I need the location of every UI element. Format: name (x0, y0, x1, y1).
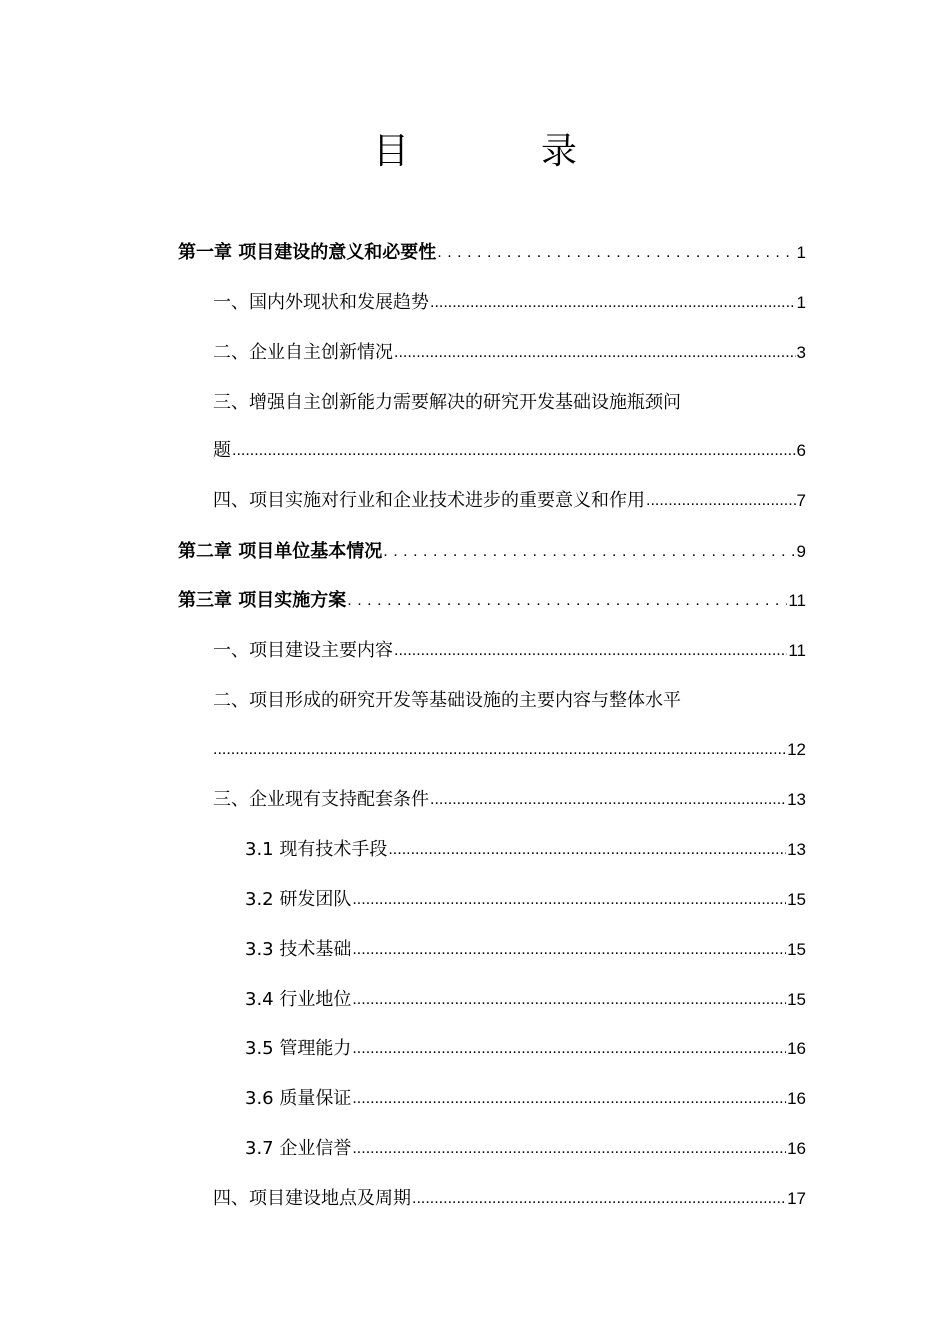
toc-page-number: 3 (796, 343, 806, 362)
toc-entry-label: 3.5 管理能力 (245, 1038, 352, 1059)
toc-entry-label: 第三章 项目实施方案 (178, 590, 347, 611)
dot-leader (430, 290, 796, 316)
dot-leader (213, 737, 786, 763)
toc-page-number: 15 (787, 890, 806, 909)
page-title: 目 录 (372, 131, 625, 172)
toc-entry-label: 三、企业现有支持配套条件 (213, 789, 429, 810)
toc-page-number: 9 (796, 542, 806, 561)
toc-page-number: 15 (787, 940, 806, 959)
dot-leader (352, 1036, 786, 1062)
toc-page-number: 16 (787, 1039, 806, 1058)
toc-page-number: 11 (788, 641, 806, 660)
toc-entry-subsection[interactable] (178, 1132, 806, 1162)
toc-entry-section[interactable] (178, 634, 806, 664)
dot-leader (232, 438, 796, 464)
toc-page-number: 16 (787, 1139, 806, 1158)
toc-page-number: 13 (787, 840, 806, 859)
toc-entry-chapter-3[interactable] (178, 584, 806, 614)
toc-page-number: 16 (787, 1089, 806, 1108)
toc-entry-label: 一、项目建设主要内容 (213, 640, 393, 661)
toc-page-number: 7 (796, 491, 806, 510)
toc-entry-label: 四、项目实施对行业和企业技术进步的重要意义和作用 (213, 490, 645, 511)
dot-leader (430, 787, 786, 813)
dot-leader (412, 1186, 786, 1212)
toc-entry-section[interactable] (178, 1182, 806, 1212)
dot-leader (352, 987, 786, 1013)
toc-page-number: 1 (796, 243, 806, 262)
dot-leader (388, 837, 786, 863)
toc-entry-label: 3.7 企业信誉 (245, 1138, 352, 1159)
toc-entry-section[interactable] (178, 684, 806, 714)
toc-entry-section[interactable] (178, 484, 806, 514)
toc-entry-subsection[interactable] (178, 1032, 806, 1062)
toc-entry-label: 3.6 质量保证 (245, 1088, 352, 1109)
toc-entry-subsection[interactable] (178, 1082, 806, 1112)
dot-leader (394, 638, 787, 664)
toc-page-number: 13 (787, 790, 806, 809)
dot-leader (347, 588, 787, 614)
dot-leader (437, 240, 795, 266)
toc-page-number: 15 (787, 990, 806, 1009)
toc-entry-label: 一、国内外现状和发展趋势 (213, 292, 429, 313)
dot-leader (352, 1086, 786, 1112)
toc-page-number: 12 (787, 740, 806, 759)
dot-leader (383, 539, 795, 565)
toc-entry-label: 第二章 项目单位基本情况 (178, 541, 383, 562)
toc-entry-label: 第一章 项目建设的意义和必要性 (178, 242, 437, 263)
toc-entry-subsection[interactable] (178, 933, 806, 963)
toc-entry-label: 三、增强自主创新能力需要解决的研究开发基础设施瓶颈问 (213, 392, 681, 413)
toc-entry-label: 二、项目形成的研究开发等基础设施的主要内容与整体水平 (213, 690, 681, 711)
toc-page-number: 6 (796, 441, 806, 460)
toc-entry-section[interactable] (178, 386, 806, 416)
toc-entry-section-continued[interactable] (178, 733, 806, 763)
toc-entry-chapter-1[interactable] (178, 236, 806, 266)
toc-entry-label: 题 (213, 440, 231, 461)
toc-entry-subsection[interactable] (178, 833, 806, 863)
toc-entry-label: 3.3 技术基础 (245, 939, 352, 960)
toc-page-number: 1 (796, 293, 806, 312)
toc-entry-section-continued[interactable] (178, 434, 806, 464)
dot-leader (646, 488, 796, 514)
toc-entry-label: 3.1 现有技术手段 (245, 839, 388, 860)
toc-entry-subsection[interactable] (178, 883, 806, 913)
toc-entry-chapter-2[interactable] (178, 535, 806, 565)
dot-leader (352, 937, 786, 963)
toc-entry-label: 二、企业自主创新情况 (213, 342, 393, 363)
toc-page-number: 11 (788, 591, 806, 610)
dot-leader (352, 887, 786, 913)
toc-entry-section[interactable] (178, 336, 806, 366)
toc-entry-section[interactable] (178, 783, 806, 813)
dot-leader (394, 340, 796, 366)
toc-entry-label: 3.2 研发团队 (245, 889, 352, 910)
toc-entry-label: 3.4 行业地位 (245, 989, 352, 1010)
toc-entry-section[interactable] (178, 286, 806, 316)
toc-entry-label: 四、项目建设地点及周期 (213, 1188, 411, 1209)
dot-leader (352, 1136, 786, 1162)
toc-entry-subsection[interactable] (178, 983, 806, 1013)
toc-page-number: 17 (787, 1189, 806, 1208)
